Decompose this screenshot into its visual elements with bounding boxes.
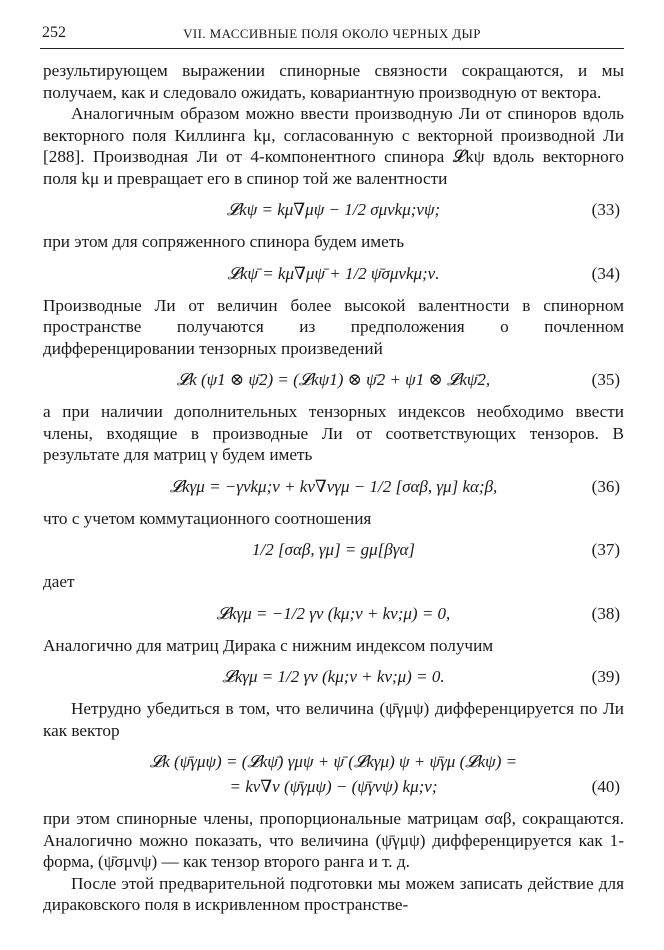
paragraph-3: при этом для сопряженного спинора будем иметь [43, 232, 405, 251]
paragraph-7: дает [43, 572, 75, 591]
equation-37-number: (37) [591, 540, 620, 559]
equation-39 [43, 666, 624, 687]
paragraph-2: Аналогичным образом можно ввести производную Ли от спиноров вдоль векторного поля Киллинга kμ, согласованную с векторной производной Ли [288]. Производная Ли от 4-компонентного спинора 𝓛kψ вдоль векторного поля kμ и превращает его в спинор той же валентности [43, 104, 624, 188]
equation-40-line-2: = kν∇ν (ψ̄γμψ) − (ψ̄γνψ) kμ;ν; [229, 777, 438, 796]
equation-35-formula: 𝓛k (ψ1 ⊗ ψ̄2) = (𝓛kψ1) ⊗ ψ̄2 + ψ1 ⊗ 𝓛kψ̄2, [176, 370, 491, 389]
equation-36-formula: 𝓛kγμ = −γνkμ;ν + kν∇νγμ − 1/2 [σαβ, γμ] kα;β, [169, 476, 498, 496]
paragraph-1: результирующем выражении спинорные связности сокращаются, и мы получаем, как и следовало ожидать, ковариантную производную от вектора. [43, 61, 624, 102]
equation-40 [43, 751, 624, 797]
equation-39-formula: 𝓛kγμ = 1/2 γν (kμ;ν + kν;μ) = 0. [222, 667, 445, 686]
paragraph-5: а при наличии дополнительных тензорных индексов необходимо ввести члены, входящие в производные Ли от соответствующих тензоров. В результате для матриц γ будем иметь [43, 402, 624, 464]
paragraph-8: Аналогично для матриц Дирака с нижним индексом получим [43, 635, 494, 655]
paragraph-4: Производные Ли от величин более высокой валентности в спинорном пространстве получаются из предположения о почленном дифференцировании тензорных произведений [43, 295, 624, 358]
page-body [43, 60, 624, 916]
equation-35 [43, 369, 624, 390]
equation-36 [43, 476, 624, 497]
equation-35-number: (35) [591, 370, 620, 389]
equation-36-number: (36) [591, 476, 620, 496]
equation-38 [43, 603, 624, 624]
equation-34-formula: 𝓛kψ̄ = kμ∇μψ̄ + 1/2 ψ̄σμνkμ;ν. [227, 263, 440, 283]
equation-33 [43, 199, 624, 220]
running-title: VII. МАССИВНЫЕ ПОЛЯ ОКОЛО ЧЕРНЫХ ДЫР [183, 26, 481, 41]
equation-33-formula: 𝓛kψ = kμ∇μψ − 1/2 σμνkμ;νψ; [226, 200, 441, 219]
equation-40-number: (40) [591, 777, 620, 796]
equation-37 [43, 539, 624, 560]
equation-33-number: (33) [591, 200, 620, 219]
equation-39-number: (39) [591, 667, 620, 686]
equation-38-formula: 𝓛kγμ = −1/2 γν (kμ;ν + kν;μ) = 0, [216, 603, 451, 623]
paragraph-11: После этой предварительной подготовки мы можем записать действие для дираковского поля в искривленном пространстве- [43, 873, 624, 914]
page-number: 252 [42, 24, 66, 41]
paragraph-10: при этом спинорные члены, пропорциональные матрицам σαβ, сокращаются. Аналогично можно показать, что величина (ψ̄γμψ) дифференцируется как 1-форма, (ψ̄σμνψ) — как тензор второго ранга и т. д. [43, 809, 624, 871]
page-header [40, 22, 624, 49]
paragraph-6: что с учетом коммутационного соотношения [43, 508, 372, 528]
equation-34 [43, 263, 624, 284]
paragraph-9: Нетрудно убедиться в том, что величина (ψ̄γμψ) дифференцируется по Ли как вектор [43, 699, 624, 740]
equation-40-line-1: 𝓛k (ψ̄γμψ) = (𝓛kψ̄) γμψ + ψ̄ (𝓛kγμ) ψ + ψ̄γμ (𝓛kψ) = [149, 752, 518, 771]
equation-34-number: (34) [591, 263, 620, 283]
equation-38-number: (38) [591, 603, 620, 623]
equation-37-formula: 1/2 [σαβ, γμ] = gμ[βγα] [251, 540, 416, 559]
